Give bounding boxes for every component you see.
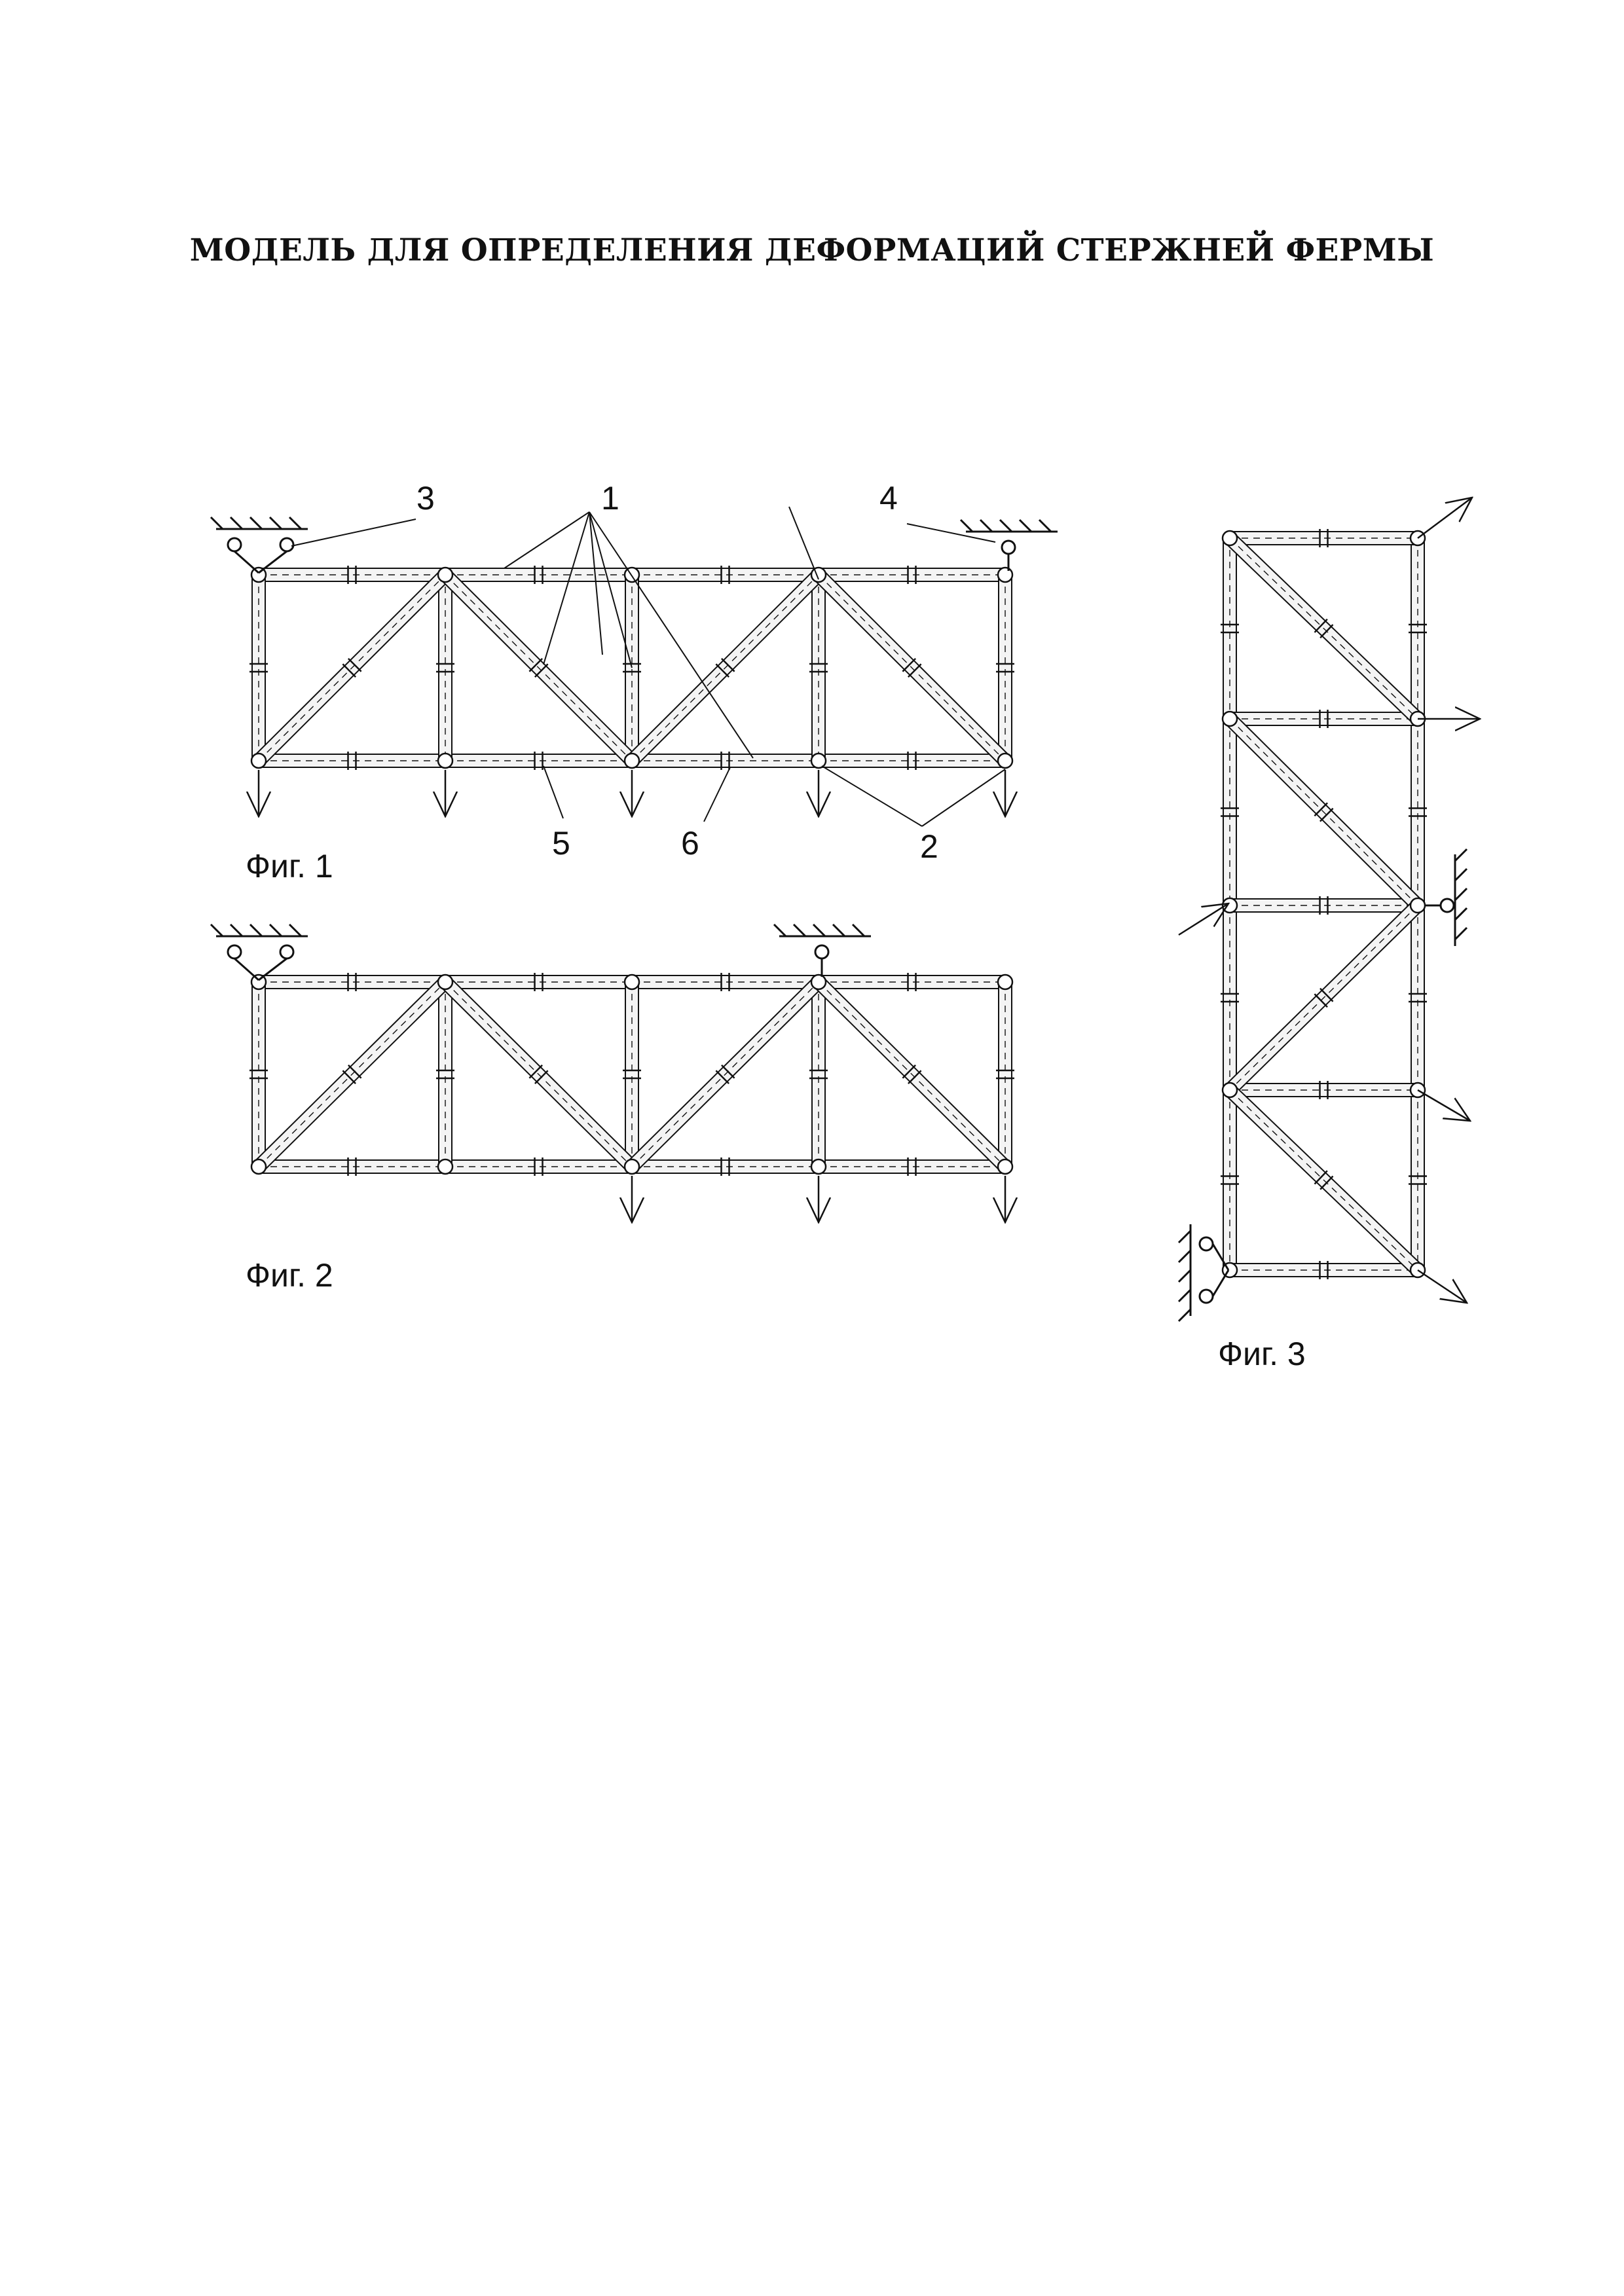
page-title: МОДЕЛЬ ДЛЯ ОПРЕДЕЛЕНИЯ ДЕФОРМАЦИЙ СТЕРЖНЕЙ ФЕРМЫ [189, 232, 1435, 268]
fig3-diagonal-2 [1225, 901, 1422, 1095]
fig2-node-bottom-1 [438, 1159, 452, 1174]
fig2-top-chord-1 [445, 973, 632, 991]
caption-fig3: Фиг. 3 [1218, 1336, 1306, 1372]
fig3-horizontal-3 [1230, 1081, 1418, 1099]
fig1-node-top-4 [998, 568, 1012, 582]
figure-2 [211, 924, 1014, 1294]
fig1-leader-lines [291, 507, 1005, 826]
fig3-support-right [1425, 849, 1467, 946]
fig2-diagonal-0 [254, 977, 450, 1171]
fig2-node-top-2 [625, 975, 639, 989]
fig1-bottom-chord-2 [632, 752, 819, 770]
figure-1 [211, 480, 1058, 884]
label-1: 1 [601, 480, 619, 517]
fig2-load-arrows [632, 1176, 1005, 1222]
fig3-diagonal-1-axis [1230, 719, 1418, 905]
fig1-top-chord-2 [632, 566, 819, 584]
fig3-horizontal-0 [1230, 529, 1418, 547]
fig2-top-chord-3 [819, 973, 1005, 991]
fig1-vertical-3 [809, 575, 828, 761]
fig2-top-chord-0 [259, 973, 445, 991]
fig1-bottom-chord-1 [445, 752, 632, 770]
fig3-left-chord-1 [1221, 719, 1239, 905]
fig2-node-top-1 [438, 975, 452, 989]
fig3-diagonal-2-axis [1230, 905, 1418, 1090]
fig1-top-chord-3 [819, 566, 1005, 584]
fig3-horizontal-1 [1230, 710, 1418, 728]
fig3-left-chord-0 [1221, 538, 1239, 719]
fig1-diagonal-1 [441, 570, 637, 765]
caption-fig2: Фиг. 2 [246, 1257, 333, 1294]
fig2-node-bottom-2 [625, 1159, 639, 1174]
label-3: 3 [416, 480, 435, 517]
fig2-vertical-3 [809, 982, 828, 1167]
figure-3 [1179, 498, 1480, 1372]
fig3-horizontal-2 [1230, 896, 1418, 915]
fig1-top-chord-0 [259, 566, 445, 584]
fig1-diagonal-2 [627, 570, 823, 765]
fig2-bottom-chord-3 [819, 1157, 1005, 1176]
fig3-diagonal-0 [1225, 534, 1422, 723]
fig2-diagonal-3 [814, 977, 1010, 1171]
fig3-right-chord-3 [1409, 1090, 1427, 1270]
fig2-node-bottom-0 [251, 1159, 266, 1174]
fig2-vertical-4 [996, 982, 1014, 1167]
label-5: 5 [552, 825, 570, 862]
fig2-node-top-3 [811, 975, 826, 989]
fig2-top-chord-2 [632, 973, 819, 991]
fig1-node-bottom-4 [998, 754, 1012, 768]
fig2-vertical-0 [249, 982, 268, 1167]
fig2-support-left [211, 924, 308, 980]
fig3-node-right-2 [1411, 898, 1425, 913]
fig3-diagonal-3 [1225, 1085, 1422, 1275]
fig1-support-4 [961, 520, 1058, 571]
fig2-node-bottom-4 [998, 1159, 1012, 1174]
fig1-vertical-1 [436, 575, 454, 761]
fig3-right-chord-1 [1409, 719, 1427, 905]
fig3-right-chord-2 [1409, 905, 1427, 1090]
label-6: 6 [681, 825, 699, 862]
fig2-vertical-2 [623, 982, 641, 1167]
fig3-left-chord-2 [1221, 905, 1239, 1090]
fig3-left-chord-3 [1221, 1090, 1239, 1270]
caption-fig1: Фиг. 1 [246, 848, 333, 884]
fig3-node-left-3 [1223, 1083, 1237, 1097]
fig2-bottom-chord-1 [445, 1157, 632, 1176]
fig2-bottom-chord-0 [259, 1157, 445, 1176]
fig3-node-left-1 [1223, 712, 1237, 726]
fig3-rods [1221, 529, 1427, 1279]
fig1-node-bottom-1 [438, 754, 452, 768]
label-4: 4 [879, 480, 898, 517]
fig2-vertical-1 [436, 982, 454, 1167]
fig2-node-bottom-3 [811, 1159, 826, 1174]
fig3-support-left [1179, 1224, 1228, 1321]
fig1-node-bottom-2 [625, 754, 639, 768]
fig3-diagonal-1 [1225, 714, 1422, 910]
fig1-node-top-1 [438, 568, 452, 582]
fig1-diagonal-0 [254, 570, 450, 765]
fig1-vertical-4 [996, 575, 1014, 761]
fig3-horizontal-4 [1230, 1261, 1418, 1279]
fig1-vertical-0 [249, 575, 268, 761]
fig1-bottom-chord-3 [819, 752, 1005, 770]
fig2-node-top-4 [998, 975, 1012, 989]
fig3-right-chord-0 [1409, 538, 1427, 719]
fig1-diagonal-3 [814, 570, 1010, 765]
fig2-diagonal-2 [627, 977, 823, 1171]
label-2: 2 [920, 828, 938, 865]
fig2-diagonal-1 [441, 977, 637, 1171]
fig1-node-bottom-3 [811, 754, 826, 768]
fig1-bottom-chord-0 [259, 752, 445, 770]
fig2-rods [249, 973, 1014, 1176]
fig2-bottom-chord-2 [632, 1157, 819, 1176]
fig1-node-top-3 [811, 568, 826, 582]
fig3-node-left-0 [1223, 531, 1237, 545]
fig1-node-bottom-0 [251, 754, 266, 768]
fig2-support-right [774, 924, 871, 977]
fig1-top-chord-1 [445, 566, 632, 584]
